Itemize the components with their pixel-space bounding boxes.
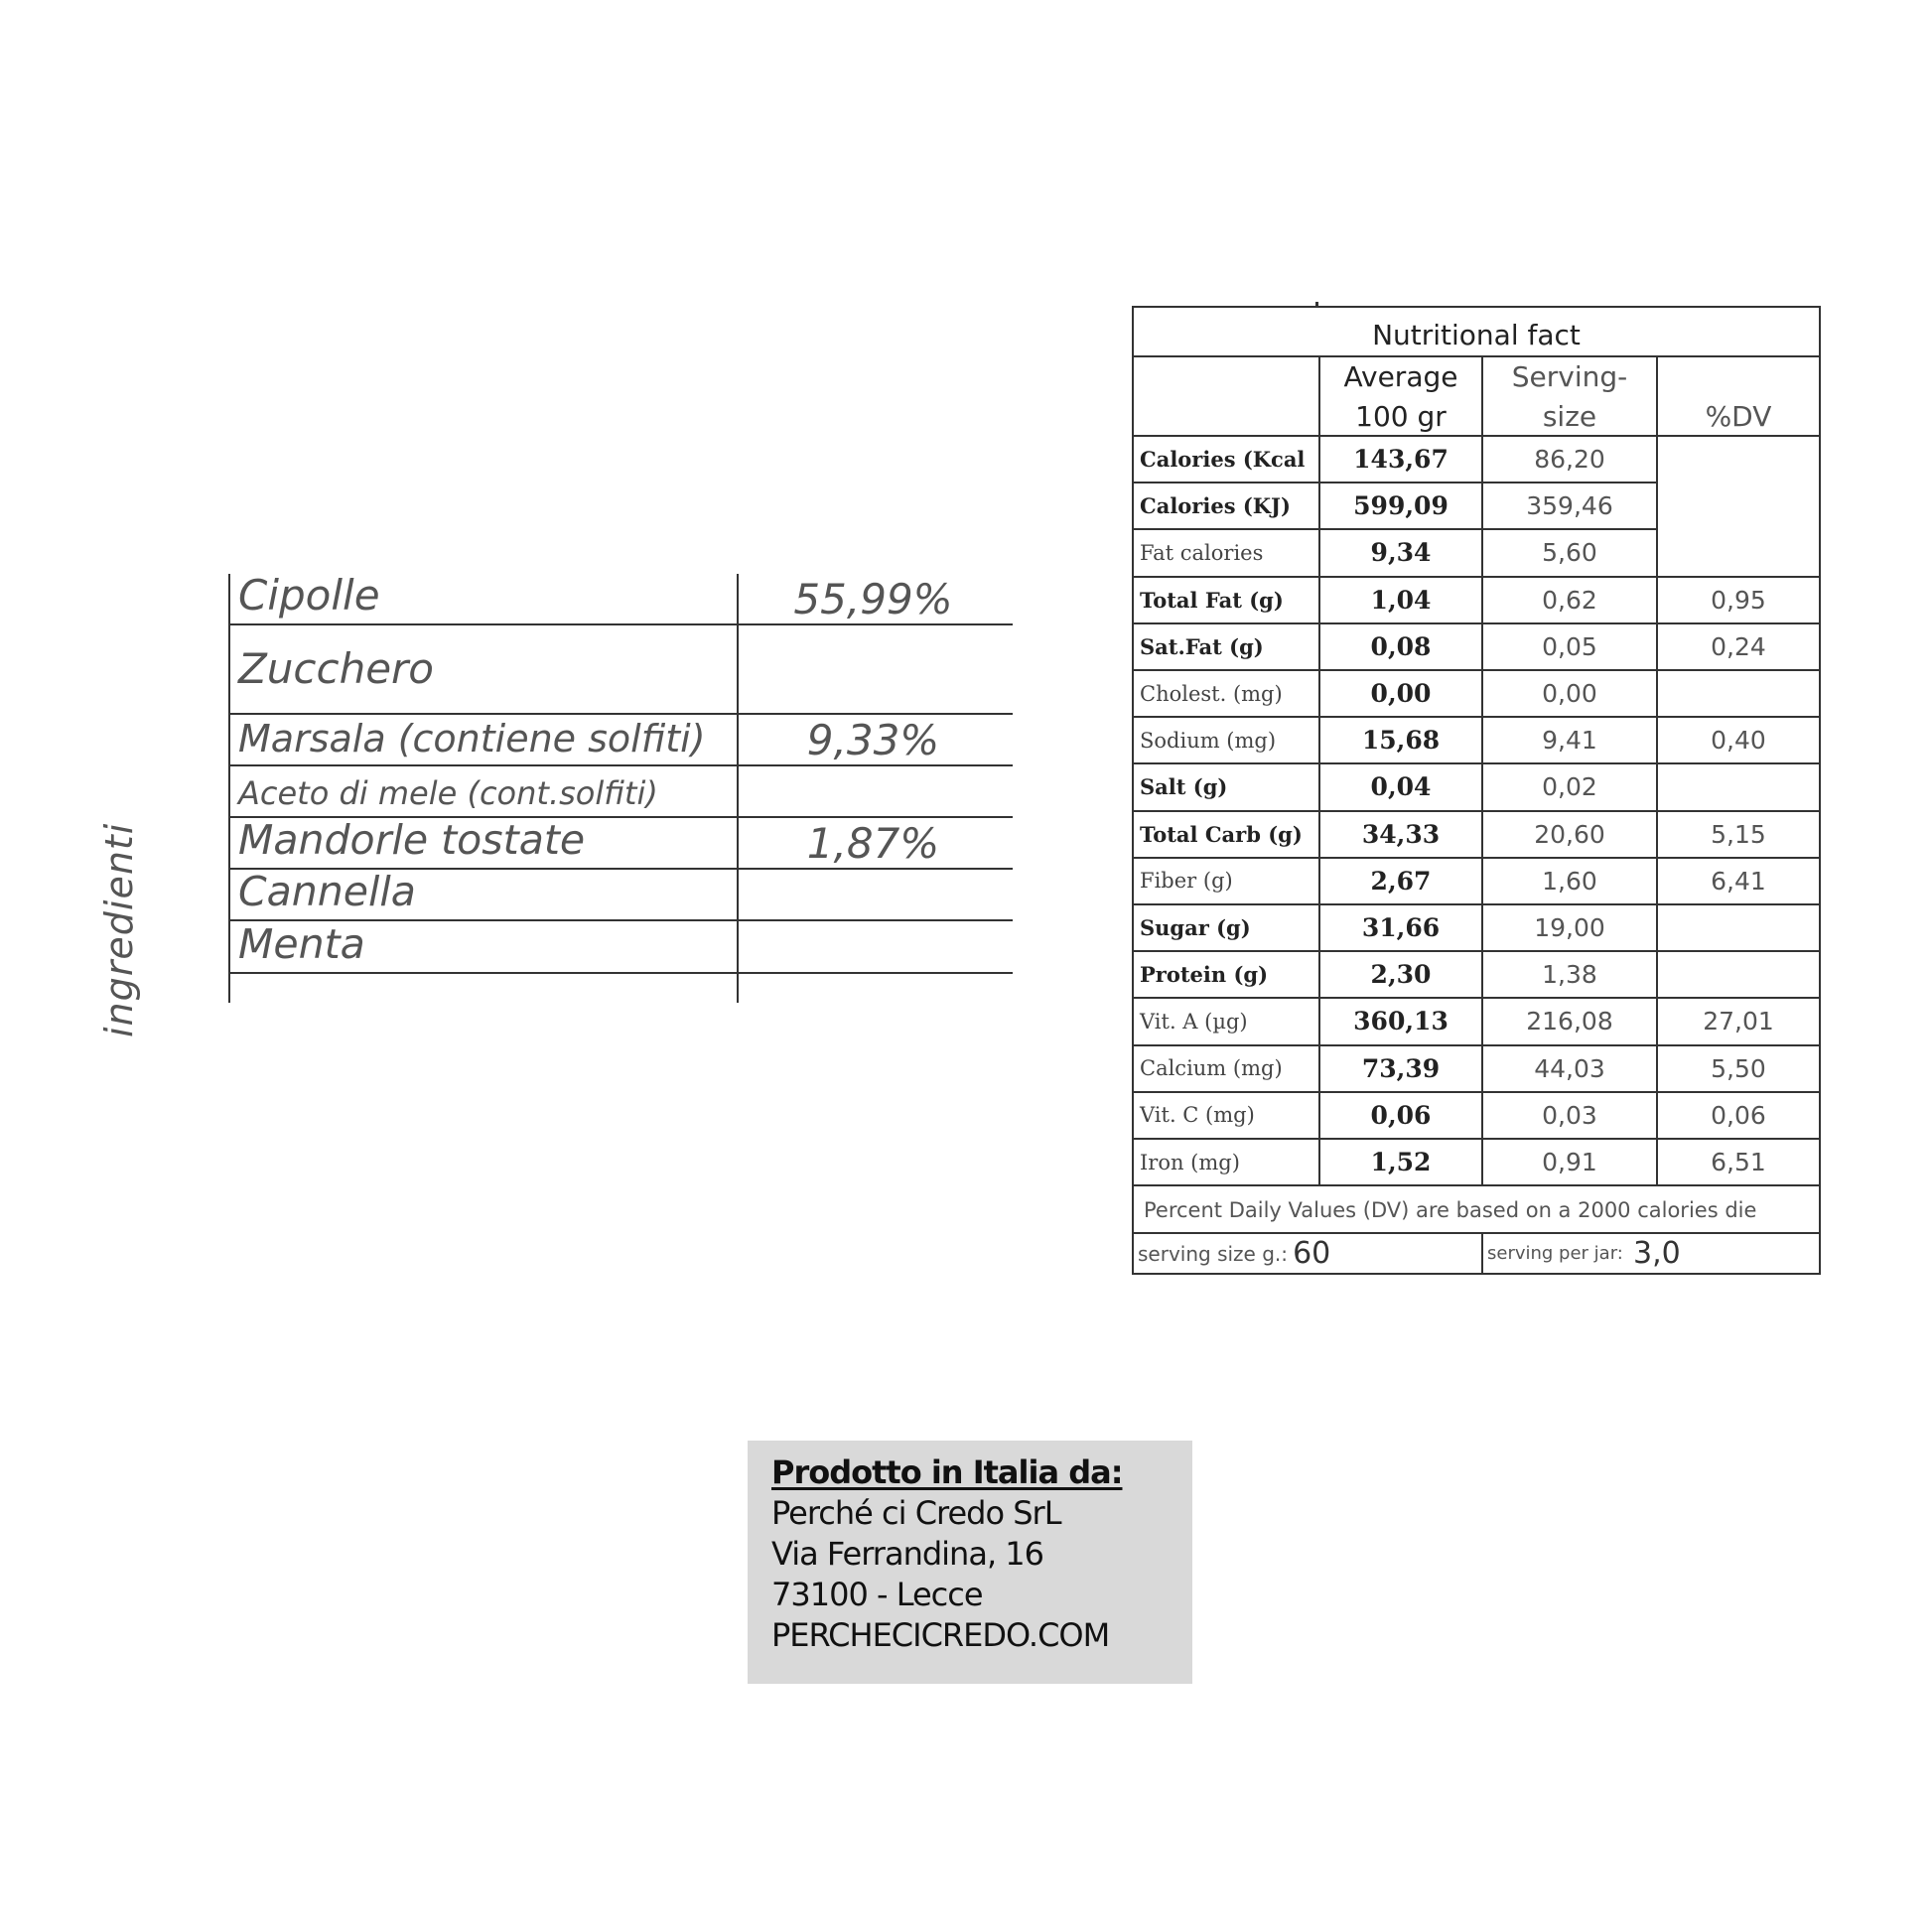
nutrient-label: Sodium (mg): [1140, 728, 1277, 753]
nutrient-average-value: 2,30: [1318, 952, 1481, 997]
nutrient-dv-value: [1656, 764, 1819, 809]
nutrient-dv-value: 6,41: [1656, 859, 1819, 903]
nutrient-label: Calories (KJ): [1140, 493, 1291, 519]
ingredient-percentage: 1,87%: [806, 819, 940, 868]
nutrient-label: Fat calories: [1140, 540, 1264, 565]
serving-size-value: 60: [1293, 1236, 1331, 1271]
ingredient-name: Cipolle: [238, 571, 380, 620]
ingredient-percentage: 9,33%: [806, 716, 940, 764]
nutrient-serving-value: 0,91: [1481, 1140, 1656, 1184]
nutrient-dv-value: 0,24: [1656, 624, 1819, 669]
serving-per-jar-label: serving per jar:: [1487, 1243, 1623, 1264]
nutrient-serving-value: 19,00: [1481, 905, 1656, 950]
dv-merged-cell: [1658, 437, 1819, 576]
ingredient-name: Marsala (contiene solfiti): [238, 717, 706, 760]
producer-stamp: [748, 1441, 1192, 1684]
nutrient-average-value: 9,34: [1318, 530, 1481, 575]
nutrient-label: Sugar (g): [1140, 915, 1251, 941]
nutrient-serving-value: 20,60: [1481, 812, 1656, 857]
ingredients-side-label: ingredienti: [97, 822, 141, 1037]
ingredient-row: [228, 571, 1013, 625]
nutrient-serving-value: 0,00: [1481, 671, 1656, 716]
nutrient-dv-value: [1656, 952, 1819, 997]
header-serving-size: [1481, 357, 1656, 435]
nutrition-row: [1134, 671, 1819, 718]
nutrition-row: [1134, 859, 1819, 905]
header-dv: %DV: [1656, 357, 1819, 435]
nutrient-dv-value: 6,51: [1656, 1140, 1819, 1184]
nutrition-row: [1134, 718, 1819, 764]
ingredient-row: [228, 623, 1013, 715]
nutrient-serving-value: 0,62: [1481, 578, 1656, 622]
nutrient-serving-value: 1,60: [1481, 859, 1656, 903]
nutrition-row: [1134, 764, 1819, 811]
nutrition-row: [1134, 1093, 1819, 1140]
producer-city: 73100 - Lecce: [771, 1576, 983, 1613]
nutrition-row: [1134, 1046, 1819, 1093]
ingredient-name: Cannella: [238, 868, 416, 915]
ingredient-row: [228, 919, 1013, 974]
nutrient-average-value: 1,52: [1318, 1140, 1481, 1184]
nutrition-row: [1134, 999, 1819, 1045]
nutrient-average-value: 2,67: [1318, 859, 1481, 903]
nutrient-serving-value: 86,20: [1481, 437, 1656, 482]
ingredient-name: Menta: [238, 920, 365, 968]
header-average: [1318, 357, 1481, 435]
nutrition-row: [1134, 905, 1819, 952]
nutrient-label: Vit. A (µg): [1140, 1009, 1248, 1034]
nutrient-serving-value: 0,03: [1481, 1093, 1656, 1138]
producer-company: Perché ci Credo SrL: [771, 1494, 1061, 1532]
nutrient-average-value: 34,33: [1318, 812, 1481, 857]
nutrition-facts-table: [1132, 306, 1821, 1275]
serving-size-cell: [1134, 1234, 1481, 1273]
header-empty-cell: [1134, 357, 1318, 435]
ingredients-table: [228, 571, 1013, 1003]
nutrient-dv-value: 0,06: [1656, 1093, 1819, 1138]
nutrient-average-value: 360,13: [1318, 999, 1481, 1043]
ingredient-name: Zucchero: [238, 644, 434, 693]
ingredient-row: [228, 764, 1013, 818]
nutrient-serving-value: 0,05: [1481, 624, 1656, 669]
header-average-line1: Average: [1343, 360, 1458, 393]
ingredient-name: Mandorle tostate: [238, 816, 586, 864]
nutrient-average-value: 599,09: [1318, 483, 1481, 528]
dv-footnote: Percent Daily Values (DV) are based on a 2000 calories die: [1134, 1187, 1819, 1234]
nutrient-average-value: 0,00: [1318, 671, 1481, 716]
nutrient-average-value: 0,08: [1318, 624, 1481, 669]
nutrient-serving-value: 1,38: [1481, 952, 1656, 997]
nutrition-title: Nutritional fact: [1134, 308, 1819, 357]
nutrient-label: Sat.Fat (g): [1140, 633, 1264, 659]
producer-website: PERCHECICREDO.COM: [771, 1616, 1110, 1654]
nutrient-dv-value: 0,95: [1656, 578, 1819, 622]
serving-per-jar-cell: [1481, 1234, 1819, 1273]
nutrient-label: Calories (Kcal: [1140, 447, 1306, 473]
nutrient-serving-value: 44,03: [1481, 1046, 1656, 1091]
nutrient-serving-value: 5,60: [1481, 530, 1656, 575]
nutrient-average-value: 1,04: [1318, 578, 1481, 622]
nutrient-average-value: 73,39: [1318, 1046, 1481, 1091]
nutrient-average-value: 143,67: [1318, 437, 1481, 482]
ingredient-name: Aceto di mele (cont.solfiti): [238, 774, 658, 812]
nutrient-serving-value: 359,46: [1481, 483, 1656, 528]
serving-size-label: serving size g.:: [1138, 1241, 1288, 1266]
nutrient-label: Total Fat (g): [1140, 587, 1284, 613]
nutrient-label: Iron (mg): [1140, 1150, 1240, 1174]
header-serving-line1: Serving-: [1511, 360, 1628, 393]
nutrient-serving-value: 216,08: [1481, 999, 1656, 1043]
ingredient-percentage: 55,99%: [793, 575, 953, 623]
nutrient-average-value: 0,04: [1318, 764, 1481, 809]
ingredient-row: [228, 713, 1013, 766]
nutrition-row: [1134, 952, 1819, 999]
ingredient-row: [228, 816, 1013, 870]
nutrient-label: Fiber (g): [1140, 869, 1233, 894]
nutrient-dv-value: 5,50: [1656, 1046, 1819, 1091]
nutrient-serving-value: 9,41: [1481, 718, 1656, 762]
nutrient-label: Cholest. (mg): [1140, 681, 1283, 706]
nutrition-row: [1134, 1140, 1819, 1186]
ingredient-row: [228, 868, 1013, 921]
nutrition-row: [1134, 578, 1819, 624]
header-serving-line2: size: [1542, 400, 1597, 433]
nutrient-dv-value: [1656, 671, 1819, 716]
nutrient-dv-value: [1656, 905, 1819, 950]
nutrient-label: Total Carb (g): [1140, 821, 1303, 847]
nutrient-average-value: 15,68: [1318, 718, 1481, 762]
producer-heading: Prodotto in Italia da:: [771, 1453, 1123, 1491]
nutrient-average-value: 31,66: [1318, 905, 1481, 950]
nutrient-label: Calcium (mg): [1140, 1056, 1283, 1081]
nutrition-header-row: [1134, 357, 1819, 437]
nutrition-row: [1134, 812, 1819, 859]
producer-street: Via Ferrandina, 16: [771, 1535, 1043, 1573]
nutrient-label: Vit. C (mg): [1140, 1103, 1255, 1128]
nutrient-label: Protein (g): [1140, 962, 1269, 988]
nutrition-row: [1134, 624, 1819, 671]
serving-info-row: [1134, 1234, 1819, 1273]
nutrient-dv-value: 5,15: [1656, 812, 1819, 857]
serving-per-jar-value: 3,0: [1633, 1236, 1681, 1271]
nutrient-average-value: 0,06: [1318, 1093, 1481, 1138]
nutrient-label: Salt (g): [1140, 774, 1228, 800]
nutrient-dv-value: 27,01: [1656, 999, 1819, 1043]
nutrient-serving-value: 0,02: [1481, 764, 1656, 809]
nutrient-dv-value: 0,40: [1656, 718, 1819, 762]
header-average-line2: 100 gr: [1355, 400, 1447, 433]
